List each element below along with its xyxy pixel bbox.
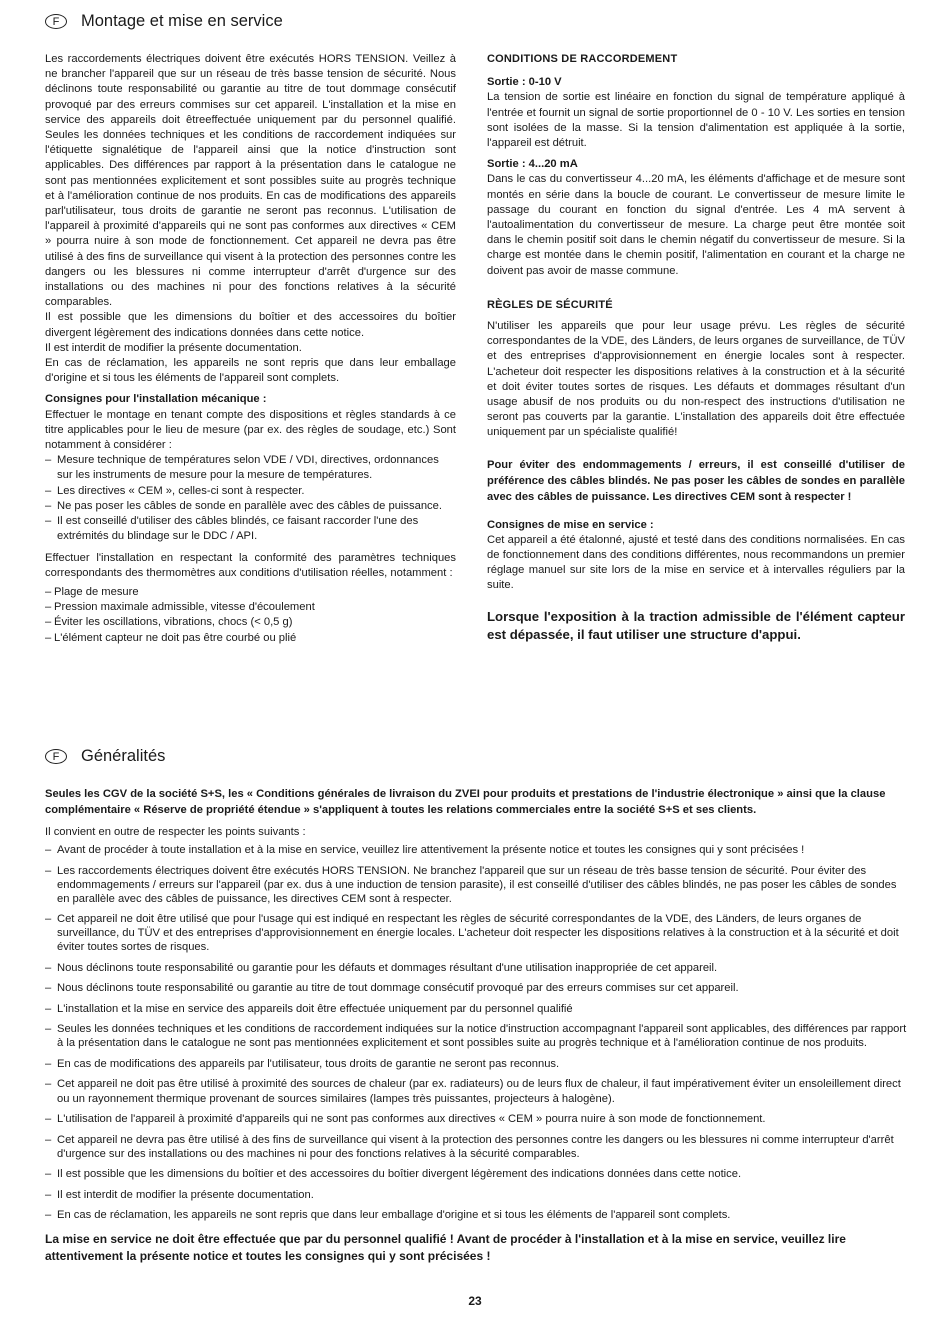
- list-item: – Avant de procéder à toute installation et à la mise en service, veuillez lire attentivement la présente notice et toutes les consignes qui y sont précisées !: [45, 843, 907, 857]
- page-number: 23: [468, 1294, 482, 1308]
- safety-rules-heading: RÈGLES DE SÉCURITÉ: [487, 298, 613, 311]
- final-notice: La mise en service ne doit être effectuée que par du personnel qualifié ! Avant de procéder à l'installation et à la mise en service, veuillez lire attentivement la présente notice et toutes les consignes qui y sont précisées !: [45, 1232, 846, 1263]
- paragraph: Effectuer l'installation en respectant la conformité des paramètres techniques correspondants des thermomètres aux conditions d'utilisation réelles, notamment :: [45, 551, 456, 579]
- output-voltage-heading: Sortie : 0-10 V: [487, 76, 562, 89]
- list-item: – Seules les données techniques et les conditions de raccordement indiquées sur la notice d'instruction accompagnant l'appareil sont applicables, des différences par rapport à la présentation dans le catalogue ne sont pas mentionnées explicitement et sont possibles suite au progrès technique et à l'amélioration continue de nos produits.: [45, 1022, 907, 1050]
- language-badge: F: [45, 749, 67, 764]
- commissioning-heading: Consignes de mise en service :: [487, 518, 654, 531]
- list-item: – Nous déclinons toute responsabilité ou garantie pour les défauts et dommages résultant d'une utilisation inappropriée de cet appareil.: [45, 961, 907, 975]
- list-item: – L'élément capteur ne doit pas être courbé ou plié: [45, 631, 456, 646]
- section-header-generalites: [45, 747, 165, 766]
- connection-conditions-heading: CONDITIONS DE RACCORDEMENT: [487, 53, 678, 65]
- list-item: – En cas de modifications des appareils par l'utilisateur, tous droits de garantie ne seront pas reconnus.: [45, 1057, 907, 1071]
- list-item: – Il est interdit de modifier la présente documentation.: [45, 1188, 907, 1202]
- paragraph: La tension de sortie est linéaire en fonction du signal de température appliqué à l'entrée et fournit un signal de sortie proportionnel de 0 - 10 V. Les sorties en tension sont isolées de la masse. Si la tension d'alimentation est appliquée à la sortie, l'appareil est détruit.: [487, 91, 905, 150]
- list-item: – Il est possible que les dimensions du boîtier et des accessoires du boîtier divergent légèrement des indications données dans cette notice.: [45, 1167, 907, 1181]
- list-item: – Ne pas poser les câbles de sonde en parallèle avec des câbles de puissance.: [45, 499, 456, 514]
- terms-intro: Seules les CGV de la société S+S, les « Conditions générales de livraison du ZVEI pour produits et prestations de l'industrie électronique » ainsi que la clause complémentaire « Réserve de propriété étendue » s'appliquent à toutes les relations commerciales entre la société S+S et ses clients.: [45, 788, 886, 816]
- right-column: [487, 52, 905, 644]
- mechanical-install-heading: Consignes pour l'installation mécanique :: [45, 393, 267, 406]
- list-item: – L'utilisation de l'appareil à proximité d'appareils qui ne sont pas conformes aux directives « CEM » pourra nuire à son mode de fonctionnement.: [45, 1112, 907, 1126]
- list-item: – Cet appareil ne devra pas être utilisé à des fins de surveillance qui visent à la protection des personnes contre les dangers ou les blessures ni comme interrupteur d'arrêt d'urgence sur des installations ou des machines ni pour des fonctions relatives à la sécurité comparables.: [45, 1133, 907, 1161]
- section-header-montage: [45, 12, 283, 31]
- language-badge: F: [45, 14, 67, 29]
- left-column: [45, 52, 456, 646]
- paragraph: N'utiliser les appareils que pour leur usage prévu. Les règles de sécurité correspondantes de la VDE, des Länders, de leurs organes de surveillance, de TÜV et des entreprises d'approvisionnement en énergie locales sont à respecter. L'acheteur doit respecter les dispositions relatives à la construction et à la sécurité et doit éviter toutes sortes de risques. Les défauts et dommages résultant d'un usage abusif de nos produits ou du non-respect des instructions d'utilisation ne seront pas couverts par la garantie. L'installation des appareils doit être effectuée uniquement par un spécialiste qualifié!: [487, 320, 905, 439]
- general-list: [45, 843, 907, 1222]
- general-terms-block: [45, 786, 907, 1264]
- list-item: – Pression maximale admissible, vitesse d'écoulement: [45, 600, 456, 615]
- install-list: [45, 585, 456, 646]
- paragraph: Dans le cas du convertisseur 4...20 mA, les éléments d'affichage et de mesure sont montés en série dans la boucle de courant. Le convertisseur de mesure limite le passage du courant en fonction du signal d'entrée. Les 4 mA servent à l'autoalimentation du convertisseur de mesure. La charge peut être montée soit dans le chemin positif soit dans le chemin négatif du convertisseur de mesure. Si la charge est montée dans le chemin positif, l'alimentation en courant et la charge ne doivent pas avoir de masse commune.: [487, 173, 905, 277]
- list-item: – Les raccordements électriques doivent être exécutés HORS TENSION. Ne branchez l'appareil que sur un réseau de très basse tension de sécurité. Pour éviter des endommagements / erreurs sur l'appareil (par ex. dus à une induction de tension parasite), il est conseillé d'utiliser des câbles blindés, ne pas poser les câbles de sondes en parallèle avec des câbles de puissance, les directives CEM sont à respecter.: [45, 864, 907, 906]
- paragraph: En cas de réclamation, les appareils ne sont repris que dans leur emballage d'origine et si tous les éléments de l'appareil sont complets.: [45, 357, 456, 385]
- paragraph: Cet appareil a été étalonné, ajusté et testé dans des conditions normalisées. En cas de fonctionnement dans des conditions différentes, nous recommandons un premier réglage manuel sur site lors de la mise en service et à intervalles réguliers par la suite.: [487, 533, 905, 592]
- traction-warning: Lorsque l'exposition à la traction admissible de l'élément capteur est dépassée, il faut utiliser une structure d'appui.: [487, 608, 905, 642]
- list-item: – En cas de réclamation, les appareils ne sont repris que dans leur emballage d'origine et si tous les éléments de l'appareil sont complets.: [45, 1208, 907, 1222]
- list-item: – Mesure technique de températures selon VDE / VDI, directives, ordonnances sur les instruments de mesure pour la mesure de températures.: [45, 453, 456, 483]
- paragraph: Il est possible que les dimensions du boîtier et des accessoires du boîtier divergent légèrement des indications données dans cette notice.: [45, 311, 456, 339]
- list-item: – Il est conseillé d'utiliser des câbles blindés, ce faisant raccorder l'une des extrémités du blindage sur le DDC / API.: [45, 514, 456, 544]
- output-current-heading: Sortie : 4...20 mA: [487, 158, 578, 171]
- list-item: – Éviter les oscillations, vibrations, chocs (< 0,5 g): [45, 615, 456, 630]
- mechanical-list: [45, 453, 456, 544]
- section-title: Généralités: [81, 747, 166, 765]
- list-item: – Les directives « CEM », celles-ci sont à respecter.: [45, 484, 456, 499]
- list-item: – L'installation et la mise en service des appareils doit être effectuée uniquement par du personnel qualifié: [45, 1002, 907, 1016]
- paragraph: Les raccordements électriques doivent être exécutés HORS TENSION. Veillez à ne brancher l'appareil que sur un réseau de très basse tension de sécurité. Nous déclinons toute responsabilité ou garantie au titre de tout dommage consécutif provoqué par des erreurs commises sur cet appareil. L'installation et la mise en service des appareils doit êtreeffectuée uniquement par du personnel qualifié. Seules les données techniques et les conditions de raccordement indiquées sur l'étiquette signalétique de l'appareil ainsi que la notice d'instruction sont applicables. Des différences par rapport à la présentation dans le catalogue ne sont pas mentionnées explicitement et sont possibles suite au progrès technique et à l'amélioration continue de nos produits. En cas de modifications des appareils parl'utilisateur, tous droits de garantie ne seront pas reconnus. L'utilisation de l'appareil à proximité d'appareils qui ne sont pas conformes aux directives « CEM » pourra nuire à son mode de fonctionnement. Cet appareil ne devra pas être utilisé à des fins de surveillance qui visent à la protection des personnes contre les dangers ou les blessures ni comme interrupteur d'arrêt d'urgence sur des installations ou des machines ni pour des fonctions relatives à la sécurité comparables.: [45, 53, 456, 309]
- list-item: – Cet appareil ne doit pas être utilisé à proximité des sources de chaleur (par ex. radiateurs) ou de leurs flux de chaleur, il faut impérativement éviter un ensoleillement direct ou un rayonnement thermique provenant de sources similaires (lampes très puissantes, projecteurs à halogène).: [45, 1077, 907, 1105]
- list-item: – Plage de mesure: [45, 585, 456, 600]
- list-item: – Nous déclinons toute responsabilité ou garantie au titre de tout dommage consécutif provoqué par des erreurs commises sur cet appareil.: [45, 981, 907, 995]
- section-title: Montage et mise en service: [81, 12, 283, 30]
- paragraph: Il est interdit de modifier la présente documentation.: [45, 341, 302, 354]
- paragraph: Effectuer le montage en tenant compte des dispositions et règles standards à ce titre applicables pour le lieu de mesure (par ex. des règles de soudage, etc.) Sont notamment à considérer :: [45, 408, 456, 452]
- list-item: – Cet appareil ne doit être utilisé que pour l'usage qui est indiqué en respectant les règles de sécurité correspondantes de la VDE, des Länders, de leurs organes de surveillance, du TÜV et des entreprises d'approvisionnement en énergie locales. L'acheteur doit respecter les dispositions relatives à la construction et à la sécurité et doit éviter toutes sortes de risques.: [45, 912, 907, 954]
- points-lead: Il convient en outre de respecter les points suivants :: [45, 826, 306, 838]
- shielded-cable-warning: Pour éviter des endommagements / erreurs, il est conseillé d'utiliser de préférence des câbles blindés. Ne pas poser les câbles de sondes en parallèle avec des câbles de puissance. Les directives CEM sont à respecter !: [487, 458, 905, 503]
